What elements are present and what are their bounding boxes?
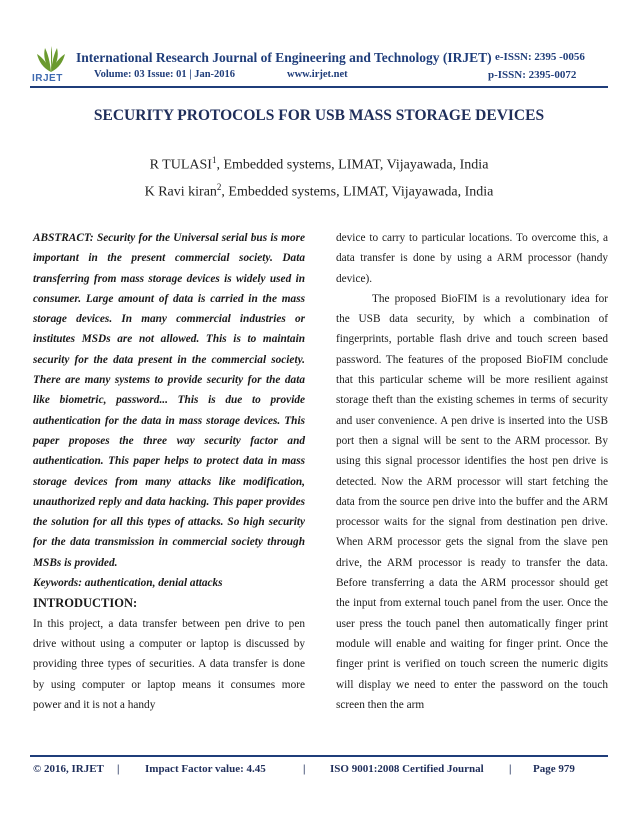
section-heading-introduction: INTRODUCTION: [33,596,138,611]
page-number: Page 979 [533,763,575,775]
p-issn: p-ISSN: 2395-0072 [488,69,577,81]
author-1 [0,155,638,174]
intro-paragraph-1-continued: device to carry to particular locations. To overcome this, a data transfer is done by using a ARM processor (handy device). [336,232,608,285]
footer-separator: | [303,763,306,775]
header-divider [30,86,608,88]
paper-title: SECURITY PROTOCOLS FOR USB MASS STORAGE DEVICES [93,107,545,124]
journal-header [0,0,638,96]
e-issn: e-ISSN: 2395 -0056 [495,51,585,63]
author-affiliation: , Embedded systems, LIMAT, Vijayawada, India [216,157,489,173]
volume-issue: Volume: 03 Issue: 01 | Jan-2016 [94,69,236,80]
author-2 [0,182,638,201]
author-superscript: 1 [211,155,217,165]
abstract-label: ABSTRACT: [33,232,94,244]
journal-website[interactable]: www.irjet.net [287,69,348,80]
author-name: K Ravi kiran [144,184,217,200]
intro-paragraph-2: The proposed BioFIM is a revolutionary idea for the USB data security, by which a combination of fingerprints, portable flash drive and touch screen based password. The features of the proposed BioFIM conclude that this particular scheme will be more resilient against storage theft than the existing schemes in terms of security and user convenience. A pen drive is inserted into the USB port then a signal will be sent to the ARM processor. By using this signal processor identifies the host pen drive is detected. Now the ARM processor will start fetching the data from the source pen drive into the buffer and the ARM processor waits for the signal from destination pen drive. When ARM processor gets the signal from the slave pen drive, the ARM processor is ready to transfer the data. Before transferring a data the ARM processor should get the input from external touch panel from the user. Once the user press the touch panel then automatically finger print module will enable and waiting for finger print. Once the finger print is verified on touch screen the numeric digits will display we need to enter the password on the touch screen then the arm [336,292,608,711]
author-superscript: 2 [216,182,222,192]
left-column [33,228,305,715]
journal-title: International Research Journal of Engineering and Technology (IRJET) [76,50,492,65]
right-column [336,228,608,715]
footer-copyright: © 2016, IRJET [33,763,104,775]
author-name: R TULASI [149,157,212,173]
abstract [33,228,305,573]
footer-iso-certification: ISO 9001:2008 Certified Journal [330,763,484,775]
footer-divider [30,755,608,757]
keywords: Keywords: authentication, denial attacks [33,577,223,590]
abstract-text: Security for the Universal serial bus is more important in the present commercial society. Data transferring from mass storage devices is widely used in consumer. Large amount of data is carried in the mass storage devices. In many commercial industries or institutes MSDs are not allowed. This is to maintain security for the data present in the commercial society. There are many systems to provide security for the data like biometric, password... This is due to provide authentication for the data in mass storage devices. This paper proposes the three way security factor and authentication. This paper helps to protect data in mass storage devices from many attacks like modification, unauthorized reply and data hacking. This paper provides the solution for all this types of attacks. So high security for the data transmission in commercial society through MSBs is provided. [33,232,306,569]
logo-text: IRJET [32,73,63,84]
author-affiliation: , Embedded systems, LIMAT, Vijayawada, India [221,184,494,200]
intro-paragraph-1: In this project, a data transfer between pen drive to pen drive without using a computer or laptop is discussed by providing three types of securities. A data transfer is done by using computer or laptop means it consumes more power and it is not a handy [33,617,305,711]
footer-separator: | [117,763,120,775]
footer-impact-factor: Impact Factor value: 4.45 [145,763,266,775]
footer-separator: | [509,763,512,775]
